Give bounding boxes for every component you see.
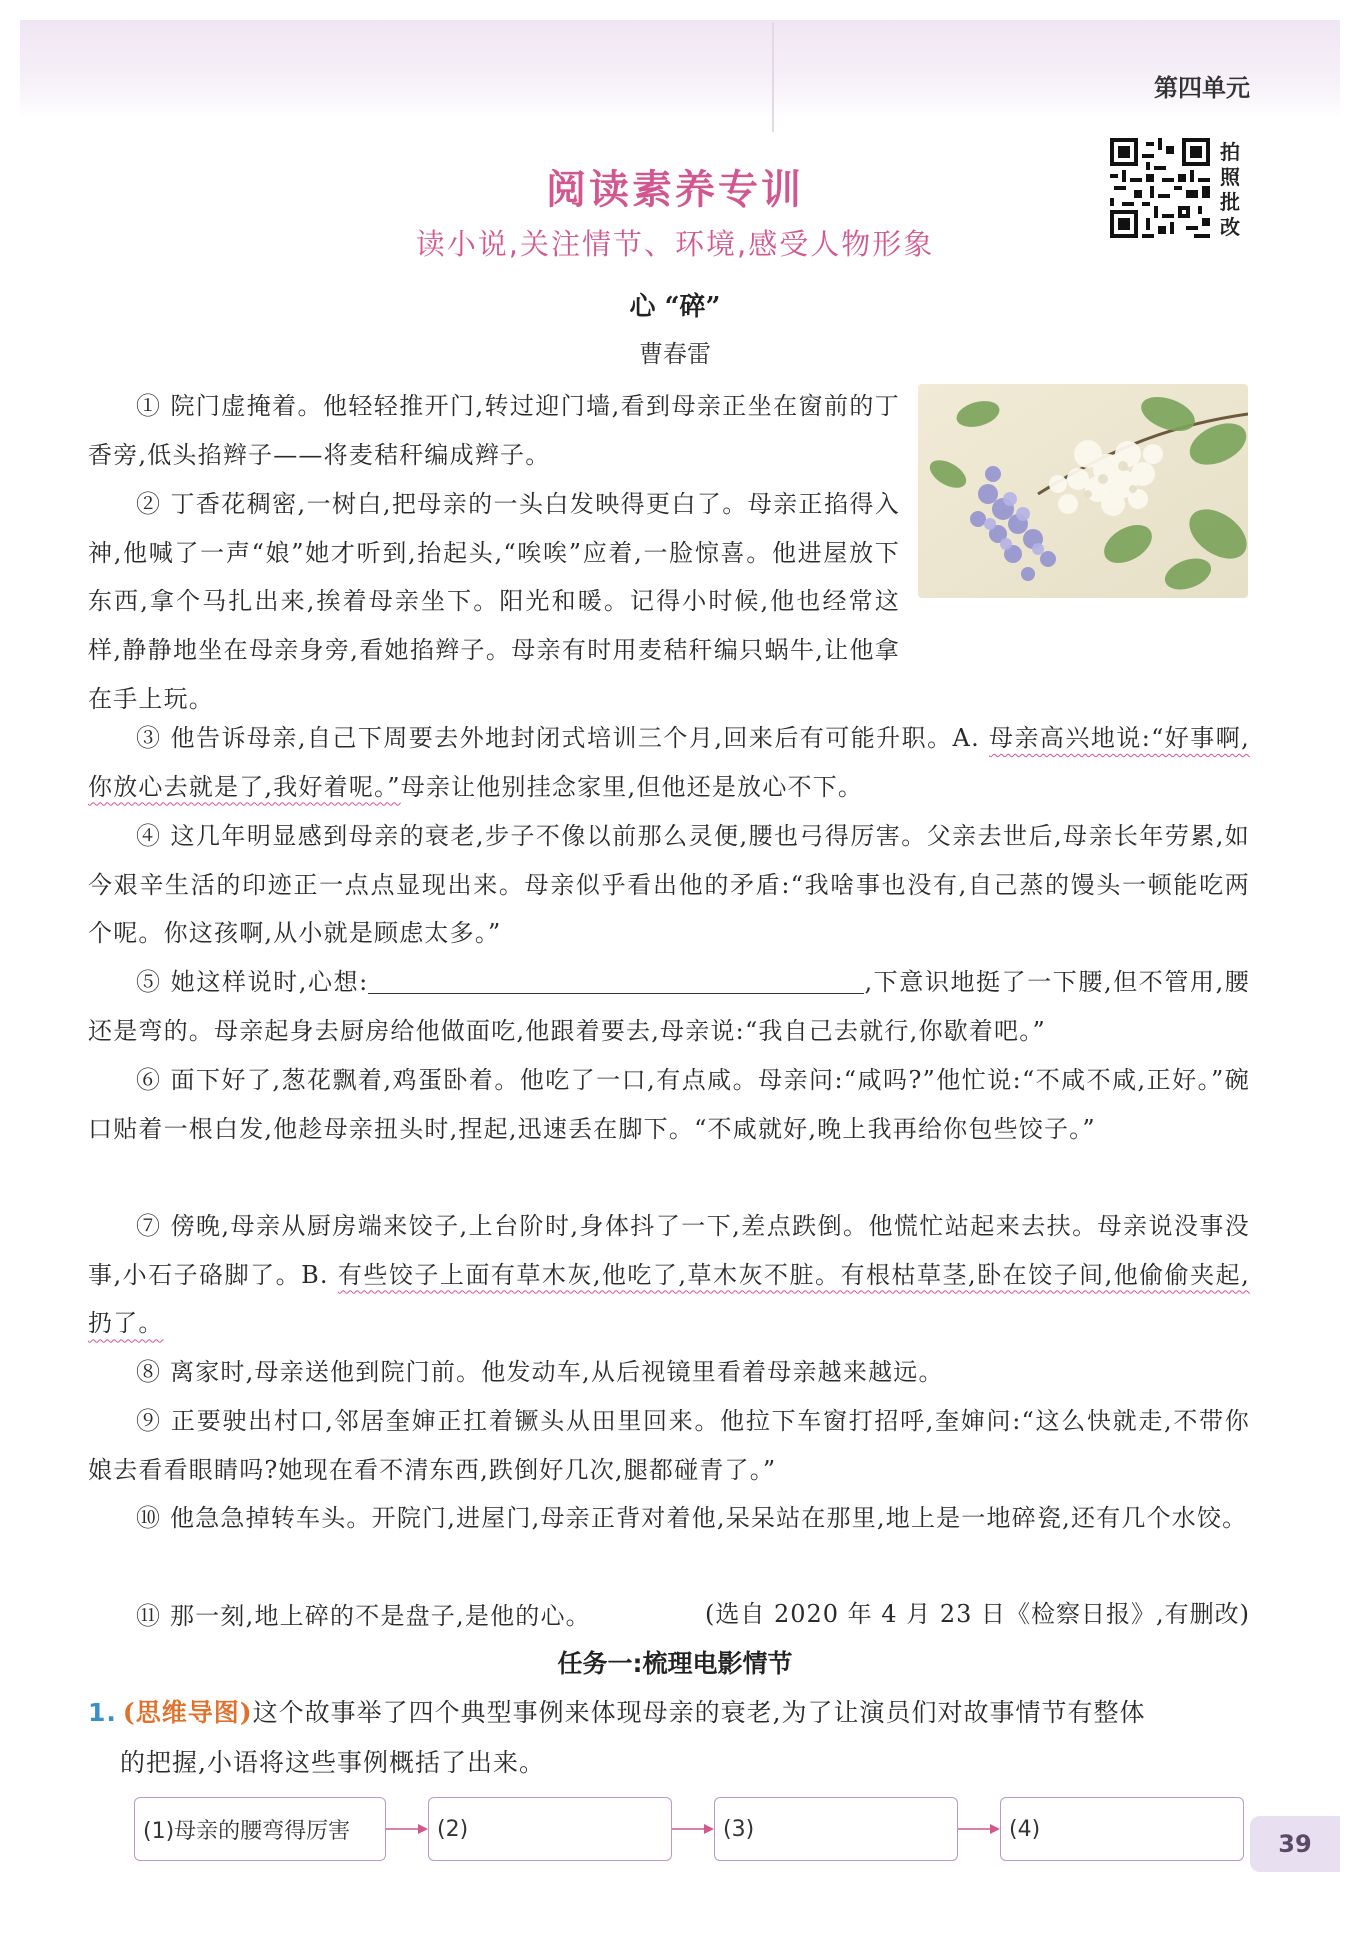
question-1 [88,1688,1250,1788]
paragraph-2-text: ② 丁香花稠密,一树白,把母亲的一头白发映得更白了。母亲正掐得入神,他喊了一声“娘”她才听到,抬起头,“唉唉”应着,一脸惊喜。他进屋放下东西,拿个马扎出来,挨着母亲坐下。阳光和暖。记得小时候,他也经常这样,静静地坐在母亲身旁,看她掐辫子。母亲有时用麦秸秆编只蜗牛,让他拿在手上玩。 [88,490,900,713]
paragraph-7-text: ⑦ 傍晚,母亲从厨房端来饺子,上台阶时,身体抖了一下,差点跌倒。他慌忙站起来去扶。母亲说没事没事,小石子硌脚了。B. [88,1212,1250,1289]
paragraph-1: ① 院门虚掩着。他轻轻推开门,转过迎门墙,看到母亲正坐在窗前的丁香旁,低头掐辫子——将麦秸秆编成辫子。 [88,392,900,469]
paragraph-2 [88,480,900,724]
paragraph-5 [88,958,1250,1055]
story-title: 心 “碎” [629,292,721,322]
page-fold [772,22,774,132]
mindmap-box-4[interactable]: (4) [1000,1797,1244,1861]
paragraph-5-text: ⑤ 她这样说时,心想: [136,968,369,996]
arrow-right-icon [958,1822,1000,1836]
question-number: 1. [88,1698,117,1727]
paragraph-9: ⑨ 正要驶出村口,邻居奎婶正扛着镢头从田里回来。他拉下车窗打招呼,奎婶问:“这么快就走,不带你娘去看看眼睛吗?她现在看不清东西,跌倒好几次,腿都碰青了。” [88,1407,1250,1484]
lilac-flower-image [918,384,1248,598]
paragraph-4: ④ 这几年明显感到母亲的衰老,步子不像以前那么灵便,腰也弓得厉害。父亲去世后,母亲长年劳累,如今艰辛生活的印迹正一点点显现出来。母亲似乎看出他的矛盾:“我啥事也没有,自己蒸的馒头一顿能吃两个呢。你这孩啊,从小就是顾虑太多。” [88,822,1250,948]
paragraph-5-text-end: ,下意识地挺了一下腰,但不管用,腰还是弯的。母亲起身去厨房给他做面吃,他跟着要去,母亲说:“我自己去就行,你歇着吧。” [88,968,1250,1045]
marked-sentence-b: 有些饺子上面有草木灰,他吃了,草木灰不脏。有根枯草茎,卧在饺子间,他偷偷夹起,扔了。 [88,1260,1250,1338]
task-heading: 任务一:梳理电影情节 [557,1649,793,1678]
page-subtitle: 读小说,关注情节、环境,感受人物形象 [415,227,935,261]
mindmap-box-3[interactable]: (3) [714,1797,958,1861]
source-citation: (选自 2020 年 4 月 23 日《检察日报》,有删改) [704,1600,1250,1628]
paragraph-10: ⑩ 他急急掉转车头。开院门,进屋门,母亲正背对着他,呆呆站在那里,地上是一地碎瓷,还有几个水饺。 [136,1504,1248,1532]
arrow-right-icon [386,1822,428,1836]
paragraph-3-text-end: 母亲让他别挂念家里,但他还是放心不下。 [400,772,864,801]
answer-blank[interactable] [368,969,864,994]
paragraph-6: ⑥ 面下好了,葱花飘着,鸡蛋卧着。他吃了一口,有点咸。母亲问:“咸吗?”他忙说:“不咸不咸,正好。”碗口贴着一根白发,他趁母亲扭头时,捏起,迅速丢在脚下。“不咸就好,晚上我再给你包些饺子。” [88,1066,1250,1143]
arrow-right-icon [672,1822,714,1836]
paragraph-11: ⑪ 那一刻,地上碎的不是盘子,是他的心。 [136,1602,591,1630]
story-author: 曹春雷 [639,340,711,368]
mindmap-box-1: (1)母亲的腰弯得厉害 [134,1797,386,1861]
paragraph-8: ⑧ 离家时,母亲送他到院门前。他发动车,从后视镜里看着母亲越来越远。 [136,1358,944,1386]
paragraph-7 [88,1202,1250,1348]
page-number: 39 [1250,1816,1340,1872]
question-text-line1: 这个故事举了四个典型事例来体现母亲的衰老,为了让演员们对故事情节有整体 [252,1698,1146,1727]
paragraph-3 [88,714,1250,811]
qr-label: 拍照批改 [1220,140,1240,239]
paragraph-3-text: ③ 他告诉母亲,自己下周要去外地封闭式培训三个月,回来后有可能升职。A. [136,724,990,752]
marked-sentence-a: 母亲高兴地说:“好事啊,你放心去就是了,我好着呢。” [88,724,1251,801]
mindmap-box-2[interactable]: (2) [428,1797,672,1861]
unit-label: 第四单元 [1154,74,1250,102]
question-tag: (思维导图) [122,1698,253,1727]
header-band [20,20,1340,120]
page-title: 阅读素养专训 [546,167,804,213]
lilac-illustration [918,384,1248,598]
question-text-line2: 的把握,小语将这些事例概括了出来。 [120,1748,545,1777]
